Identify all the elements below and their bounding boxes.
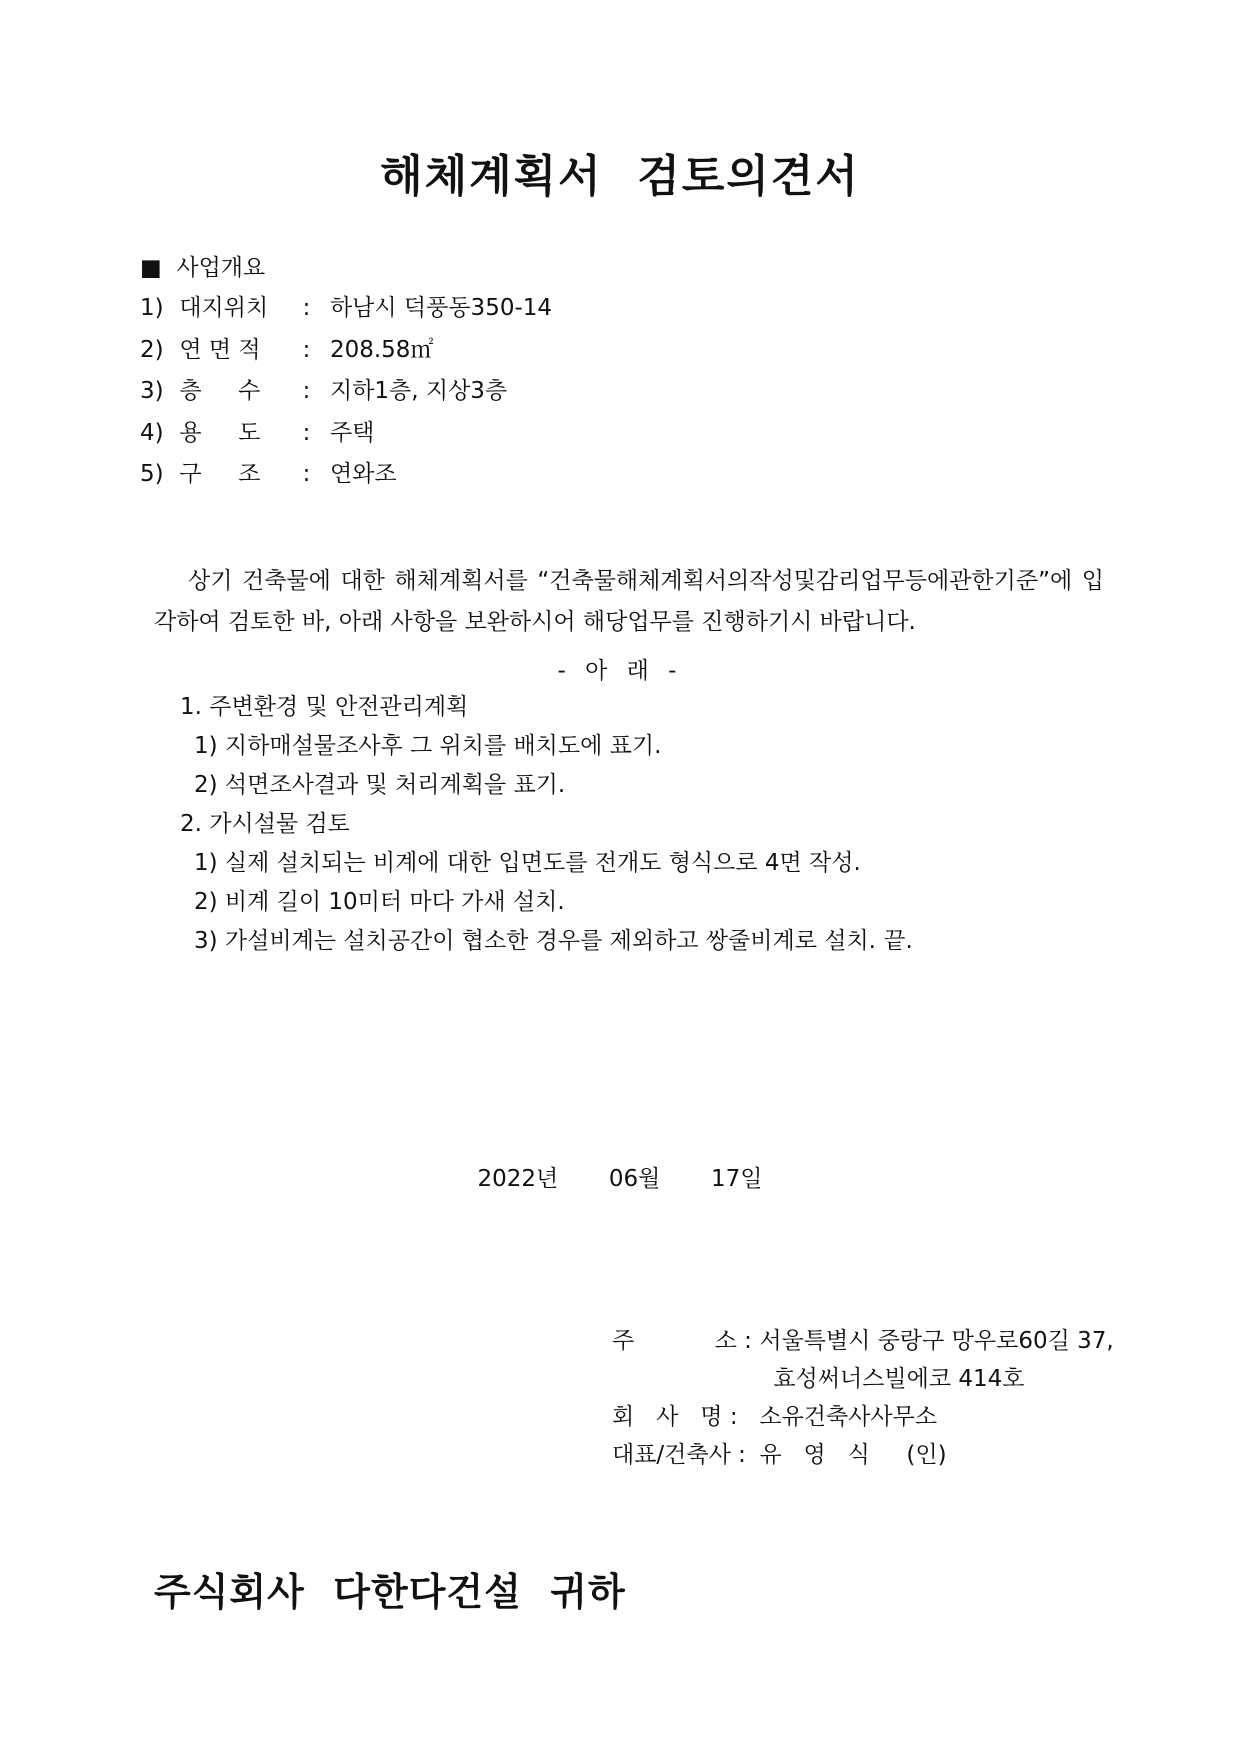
sender-block bbox=[612, 1322, 1114, 1474]
overview-heading: ■ 사업개요 bbox=[140, 255, 266, 281]
row-label: 용 도 bbox=[179, 419, 261, 446]
row-value: 연와조 bbox=[329, 461, 397, 487]
section-item: 2) 비계 길이 10미터 마다 가새 설치. bbox=[194, 889, 565, 915]
row-colon: : bbox=[302, 419, 311, 446]
row-number: 2) bbox=[140, 336, 164, 363]
section-item: 1) 지하매설물조사후 그 위치를 배치도에 표기. bbox=[194, 733, 662, 759]
row-value: 하남시 덕풍동350-14 bbox=[329, 295, 553, 321]
address-line-2: 효성써너스빌에코 414호 bbox=[773, 1366, 1025, 1392]
representative-name: 유 영 식 (인) bbox=[759, 1442, 947, 1468]
row-value: 주택 bbox=[329, 419, 375, 446]
recipient: 주식회사 다한다건설 귀하 bbox=[154, 1570, 626, 1614]
sender-address-cont bbox=[612, 1360, 1114, 1398]
overview-row-use bbox=[140, 413, 552, 455]
representative-label: 대표/건축사 : bbox=[612, 1442, 746, 1468]
overview-row-structure bbox=[140, 454, 552, 496]
project-overview bbox=[140, 248, 552, 496]
row-label: 연 면 적 bbox=[179, 336, 261, 363]
row-value: 지하1층, 지상3층 bbox=[329, 378, 508, 404]
document-title: 해체계획서 검토의견서 bbox=[380, 151, 860, 202]
company-label: 회 사 명 : bbox=[612, 1404, 738, 1430]
row-label: 대지위치 bbox=[179, 295, 269, 321]
notice-heading: - 아 래 - bbox=[557, 658, 683, 684]
review-items bbox=[180, 688, 913, 961]
address-line-1: 서울특별시 중랑구 망우로60길 37, bbox=[759, 1328, 1114, 1354]
address-label: 주 소 : bbox=[612, 1328, 752, 1354]
overview-row-site bbox=[140, 288, 552, 330]
row-colon: : bbox=[302, 461, 311, 487]
row-colon: : bbox=[302, 295, 311, 321]
section-item: 1) 실제 설치되는 비계에 대한 입면도를 전개도 형식으로 4면 작성. bbox=[194, 850, 861, 876]
row-label: 구 조 bbox=[179, 461, 261, 487]
row-number: 3) bbox=[140, 378, 164, 404]
company-name: 소유건축사사무소 bbox=[759, 1404, 938, 1430]
row-number: 1) bbox=[140, 295, 164, 321]
overview-row-floors bbox=[140, 371, 552, 413]
section-heading: 2. 가시설물 검토 bbox=[180, 811, 350, 837]
section-heading: 1. 주변환경 및 안전관리계획 bbox=[180, 694, 469, 720]
row-value: 208.58㎡ bbox=[329, 336, 434, 363]
sender-company bbox=[612, 1398, 1114, 1436]
sender-representative bbox=[612, 1436, 1114, 1474]
section-item: 2) 석면조사결과 및 처리계획을 표기. bbox=[194, 772, 566, 798]
row-colon: : bbox=[302, 378, 311, 404]
row-number: 4) bbox=[140, 419, 164, 446]
row-label: 층 수 bbox=[179, 378, 261, 404]
sender-address bbox=[612, 1322, 1114, 1360]
intro-paragraph: 상기 건축물에 대한 해체계획서를 “건축물해체계획서의작성및감리업무등에관한기준”에 입각하여 검토한 바, 아래 사항을 보완하시어 해당업무를 진행하기시 바랍니다. bbox=[154, 568, 1104, 635]
row-number: 5) bbox=[140, 461, 164, 487]
document-date: 2022년 06월 17일 bbox=[477, 1166, 763, 1192]
row-colon: : bbox=[302, 336, 311, 363]
section-item: 3) 가설비계는 설치공간이 협소한 경우를 제외하고 쌍줄비계로 설치. 끝. bbox=[194, 928, 913, 954]
overview-row-area bbox=[140, 330, 552, 372]
